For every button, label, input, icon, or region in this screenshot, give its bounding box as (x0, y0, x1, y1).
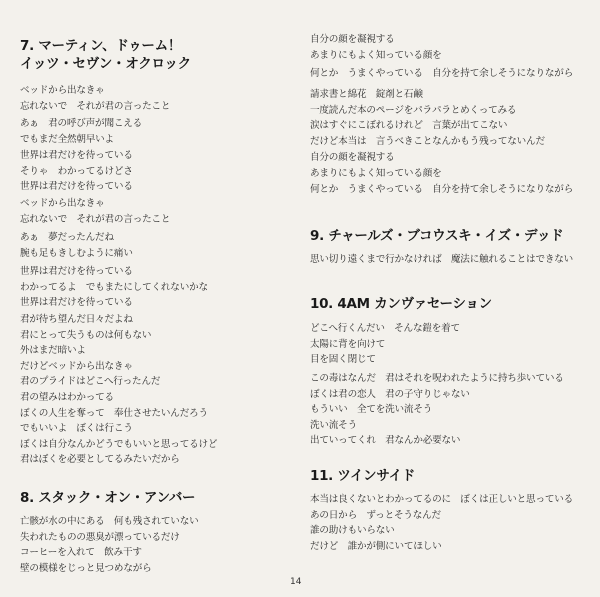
lyric-line: 何とか うまくやっている 自分を持て余しそうになりながら (310, 68, 574, 79)
lyric-line: あぁ 夢だったんだね (20, 232, 114, 243)
lyric-line: 思い切り遠くまで行かなければ 魔法に触れることはできない (310, 254, 574, 265)
stanza (20, 312, 160, 390)
stanza (20, 514, 198, 576)
lyric-line: もういい 全てを洗い流そう (310, 404, 433, 415)
stanza (310, 66, 573, 82)
lyric-line: 何とか うまくやっている 自分を持て余しそうになりながら (310, 184, 574, 195)
lyric-line: そりゃ わかってるけどさ (20, 165, 133, 177)
stanza (310, 150, 442, 181)
lyric-line: 亡骸が水の中にある 何も残されていない (20, 516, 199, 527)
lyric-line: 腕も足もきしむように痛い (20, 247, 133, 259)
stanza (20, 390, 217, 468)
lyric-line: 世界は君だけを待っている (20, 181, 133, 192)
lyric-line: 世界は君だけを待っている (20, 266, 133, 277)
lyric-line: 忘れないで それが君の言ったこと (20, 100, 171, 112)
lyric-line: 一度読んだ本のページをパラパラとめくってみる (310, 104, 517, 116)
song8-title: 8. スタック・オン・アンバー (20, 490, 196, 506)
lyric-line: ベッドから出なきゃ (20, 85, 105, 96)
lyric-line: 目を固く閉じて (310, 354, 376, 365)
lyric-line: わかってるよ でもまたにしてくれないかな (20, 281, 208, 293)
lyric-line: 誰の助けもいらない (310, 525, 395, 536)
stanza (310, 371, 564, 449)
lyric-line: ベッドから出なきゃ (20, 198, 105, 209)
song7-title-line2: イッツ・セヴン・オクロック (20, 56, 191, 72)
lyric-line: 失われたものの悪臭が漂っているだけ (20, 531, 180, 543)
lyric-line: 請求書と綿花 錠剤と石鹸 (310, 89, 423, 100)
lyric-line: あぁ 君の呼び声が聞こえる (20, 118, 143, 129)
lyric-line: だけどベッドから出なきゃ (20, 360, 133, 372)
lyric-line: だけど 誰かが側にいてほしい (310, 540, 442, 552)
lyric-line: あの日から ずっとそうなんだ (310, 509, 441, 521)
song10-title: 10. 4AM カンヴァセーション (310, 296, 492, 312)
stanza (20, 230, 133, 261)
stanza (310, 182, 573, 198)
stanza (310, 492, 573, 554)
lyric-line: 自分の顔を凝視する (310, 34, 395, 45)
stanza (310, 252, 573, 268)
stanza (20, 83, 170, 114)
lyric-line: 自分の顔を凝視する (310, 152, 395, 163)
stanza (20, 196, 170, 227)
lyric-line: 洗い流そう (310, 419, 357, 431)
lyric-line: 君が待ち望んだ日々だよね (20, 314, 133, 325)
lyric-line: 出ていってくれ 君なんか必要ない (310, 435, 461, 446)
stanza (310, 321, 460, 368)
stanza (310, 87, 545, 149)
page-number: 14 (290, 577, 302, 587)
lyric-line: 君の望みはわかってる (20, 392, 114, 403)
song11-title: 11. ツインサイド (310, 468, 415, 484)
lyric-line: 太陽に背を向けて (310, 338, 386, 350)
lyric-line: コーヒーを入れて 飲み干す (20, 547, 142, 558)
lyric-line: 君はぼくを必要としてるみたいだから (20, 454, 180, 465)
lyric-line: ぼくの人生を奪って 奉仕させたいんだろう (20, 407, 208, 419)
lyric-line: 世界は君だけを待っている (20, 297, 133, 308)
lyric-line: 外はまだ暗いよ (20, 345, 86, 356)
lyric-line: でもいいよ ぼくは行こう (20, 423, 133, 434)
stanza (20, 264, 208, 311)
stanza (20, 116, 142, 147)
lyric-line: 壁の模様をじっと見つめながら (20, 562, 152, 574)
lyric-line: 涙はすぐにこぼれるけれど 言葉が出てこない (310, 120, 508, 131)
lyric-line: どこへ行くんだい そんな鎧を着て (310, 323, 460, 334)
lyric-line: 忘れないで それが君の言ったこと (20, 213, 171, 225)
lyric-line: 本当は良くないとわかってるのに ぼくは正しいと思っている (310, 494, 574, 505)
lyric-line: でもまだ全然朝早いよ (20, 133, 114, 145)
lyric-line: 君にとって失うものは何もない (20, 329, 152, 341)
lyric-line: この毒はなんだ 君はそれを呪われたように持ち歩いている (310, 373, 564, 384)
song7-title-line1: 7. マーティン、ドゥーム！ (20, 38, 182, 54)
lyric-line: あまりにもよく知っている顔を (310, 167, 442, 179)
lyric-line: 世界は君だけを待っている (20, 150, 133, 161)
lyric-line: ぼくは君の恋人 君の子守りじゃない (310, 388, 470, 400)
stanza (20, 148, 133, 195)
lyric-line: だけど本当は 言うべきことなんかもう残ってないんだ (310, 135, 545, 147)
lyric-line: ぼくは自分なんかどうでもいいと思ってるけど (20, 438, 218, 450)
song9-title: 9. チャールズ・ブコウスキ・イズ・デッド (310, 228, 564, 244)
lyric-line: 君のプライドはどこへ行ったんだ (20, 376, 161, 387)
stanza (310, 32, 442, 63)
lyric-line: あまりにもよく知っている顔を (310, 49, 442, 61)
